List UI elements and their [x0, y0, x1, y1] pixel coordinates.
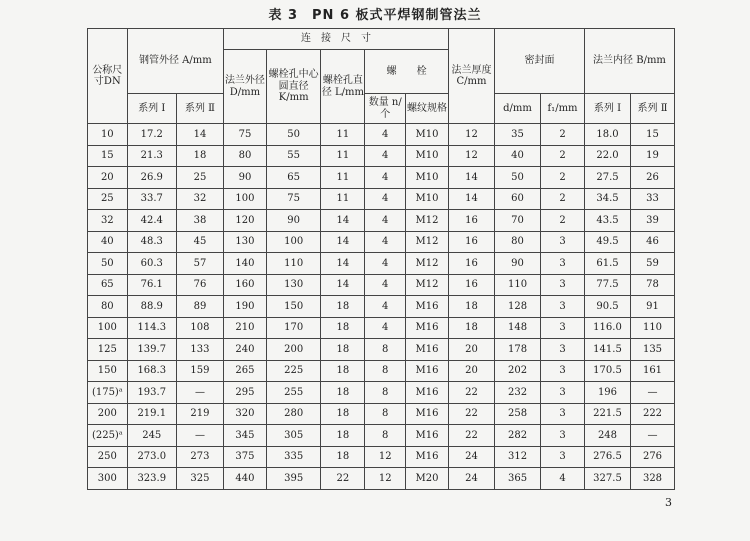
table-cell: 18 [321, 382, 365, 404]
table-cell: (225)ᵃ [88, 425, 128, 447]
table-cell: 12 [448, 145, 494, 167]
table-cell: 116.0 [584, 317, 630, 339]
table-cell: 160 [224, 274, 267, 296]
table-cell: 57 [176, 253, 223, 275]
table-row [88, 124, 675, 146]
table-row [88, 188, 675, 210]
table-cell: 16 [448, 274, 494, 296]
table-cell: 335 [266, 446, 321, 468]
table-cell: 4 [365, 231, 406, 253]
table-cell: 328 [631, 468, 675, 490]
table-cell: 139.7 [127, 339, 176, 361]
table-cell: 11 [321, 124, 365, 146]
table-cell: 33 [631, 188, 675, 210]
table-cell: 222 [631, 403, 675, 425]
table-cell: 18 [448, 296, 494, 318]
table-cell: 32 [176, 188, 223, 210]
table-cell: 22.0 [584, 145, 630, 167]
table-cell: M16 [406, 317, 449, 339]
table-cell: 110 [495, 274, 541, 296]
table-row [88, 210, 675, 232]
table-cell: 248 [584, 425, 630, 447]
table-cell: 100 [224, 188, 267, 210]
table-cell: 2 [541, 124, 585, 146]
table-cell: 12 [365, 468, 406, 490]
table-cell: 4 [365, 145, 406, 167]
table-cell: 323.9 [127, 468, 176, 490]
table-cell: 16 [448, 231, 494, 253]
table-row [88, 145, 675, 167]
table-row [88, 167, 675, 189]
table-cell: 26.9 [127, 167, 176, 189]
table-row [88, 231, 675, 253]
table-cell: 4 [365, 124, 406, 146]
table-row [88, 360, 675, 382]
table-cell: 42.4 [127, 210, 176, 232]
table-cell: 11 [321, 188, 365, 210]
table-cell: 135 [631, 339, 675, 361]
table-cell: 61.5 [584, 253, 630, 275]
table-cell: 395 [266, 468, 321, 490]
table-cell: 22 [448, 425, 494, 447]
table-title: 表 3 PN 6 板式平焊钢制管法兰 [268, 8, 482, 23]
table-cell: 325 [176, 468, 223, 490]
table-cell: 39 [631, 210, 675, 232]
table-cell: 8 [365, 360, 406, 382]
table-cell: 14 [176, 124, 223, 146]
header-pipe-series1: 系列 Ⅰ [127, 94, 176, 124]
table-cell: 35 [495, 124, 541, 146]
table-cell: 10 [88, 124, 128, 146]
table-cell: 276 [631, 446, 675, 468]
header-bolt-circle: 螺栓孔中心圆直径 K/mm [266, 50, 321, 124]
table-row [88, 253, 675, 275]
table-cell: 22 [321, 468, 365, 490]
header-seal-f1: f₁/mm [541, 94, 585, 124]
table-cell: 15 [631, 124, 675, 146]
table-body [88, 124, 675, 490]
table-cell: 2 [541, 145, 585, 167]
table-cell: 375 [224, 446, 267, 468]
header-bolt: 螺 栓 [365, 50, 449, 94]
header-thickness: 法兰厚度 C/mm [448, 29, 494, 124]
page-number: 3 [665, 496, 672, 509]
table-cell: 295 [224, 382, 267, 404]
table-cell: 40 [88, 231, 128, 253]
table-cell: 3 [541, 360, 585, 382]
table-cell: 88.9 [127, 296, 176, 318]
table-cell: 17.2 [127, 124, 176, 146]
table-cell: 55 [266, 145, 321, 167]
table-cell: 3 [541, 446, 585, 468]
table-cell: 114.3 [127, 317, 176, 339]
table-cell: 80 [224, 145, 267, 167]
table-cell: 50 [266, 124, 321, 146]
table-cell: 3 [541, 296, 585, 318]
table-cell: 90 [495, 253, 541, 275]
table-cell: 133 [176, 339, 223, 361]
table-cell: 14 [321, 253, 365, 275]
header-sealing: 密封面 [495, 29, 585, 94]
table-cell: 130 [224, 231, 267, 253]
table-cell: 18 [176, 145, 223, 167]
table-cell: 170 [266, 317, 321, 339]
header-id-series2: 系列 Ⅱ [631, 94, 675, 124]
table-cell: — [631, 425, 675, 447]
table-cell: M10 [406, 167, 449, 189]
table-cell: 76 [176, 274, 223, 296]
table-cell: 76.1 [127, 274, 176, 296]
table-cell: 4 [365, 188, 406, 210]
table-cell: (175)ᵃ [88, 382, 128, 404]
table-cell: 59 [631, 253, 675, 275]
table-cell: 190 [224, 296, 267, 318]
table-cell: 75 [224, 124, 267, 146]
table-cell: 27.5 [584, 167, 630, 189]
table-cell: 78 [631, 274, 675, 296]
table-cell: 250 [88, 446, 128, 468]
table-cell: 312 [495, 446, 541, 468]
table-cell: 221.5 [584, 403, 630, 425]
table-cell: 282 [495, 425, 541, 447]
table-cell: 8 [365, 425, 406, 447]
table-row [88, 274, 675, 296]
table-cell: 140 [224, 253, 267, 275]
table-cell: 219.1 [127, 403, 176, 425]
table-cell: 4 [365, 296, 406, 318]
table-cell: 90 [266, 210, 321, 232]
table-cell: 3 [541, 339, 585, 361]
table-cell: 3 [541, 425, 585, 447]
header-dn: 公称尺寸DN [88, 29, 128, 124]
table-cell: 273.0 [127, 446, 176, 468]
table-cell: 196 [584, 382, 630, 404]
table-cell: 210 [224, 317, 267, 339]
table-row [88, 296, 675, 318]
table-cell: 4 [365, 317, 406, 339]
table-cell: 45 [176, 231, 223, 253]
table-cell: 327.5 [584, 468, 630, 490]
header-id-series1: 系列 Ⅰ [584, 94, 630, 124]
table-cell: 245 [127, 425, 176, 447]
table-cell: 258 [495, 403, 541, 425]
table-cell: 8 [365, 382, 406, 404]
table-cell: 2 [541, 188, 585, 210]
table-cell: 43.5 [584, 210, 630, 232]
header-flange-id: 法兰内径 B/mm [584, 29, 674, 94]
table-cell: 24 [448, 446, 494, 468]
table-row [88, 425, 675, 447]
table-cell: 130 [266, 274, 321, 296]
table-cell: 3 [541, 231, 585, 253]
table-cell: 141.5 [584, 339, 630, 361]
table-cell: 60 [495, 188, 541, 210]
table-cell: 4 [541, 468, 585, 490]
table-cell: 91 [631, 296, 675, 318]
table-row [88, 468, 675, 490]
table-cell: 200 [266, 339, 321, 361]
table-cell: 14 [321, 274, 365, 296]
table-cell: 40 [495, 145, 541, 167]
table-row [88, 446, 675, 468]
table-cell: 14 [448, 188, 494, 210]
header-pipe-od: 钢管外径 A/mm [127, 29, 223, 94]
table-cell: 193.7 [127, 382, 176, 404]
table-cell: 12 [365, 446, 406, 468]
table-cell: 89 [176, 296, 223, 318]
table-cell: 110 [266, 253, 321, 275]
table-cell: 50 [495, 167, 541, 189]
table-cell: — [631, 382, 675, 404]
table-cell: M12 [406, 231, 449, 253]
table-cell: 3 [541, 317, 585, 339]
table-cell: 18 [321, 296, 365, 318]
table-cell: M20 [406, 468, 449, 490]
table-cell: 20 [448, 360, 494, 382]
table-cell: 77.5 [584, 274, 630, 296]
table-cell: 60.3 [127, 253, 176, 275]
table-cell: 225 [266, 360, 321, 382]
table-cell: 26 [631, 167, 675, 189]
table-cell: 232 [495, 382, 541, 404]
table-cell: 4 [365, 210, 406, 232]
table-cell: M12 [406, 274, 449, 296]
header-seal-d: d/mm [495, 94, 541, 124]
table-cell: 4 [365, 167, 406, 189]
table-cell: 14 [448, 167, 494, 189]
table-cell: 150 [88, 360, 128, 382]
table-cell: 4 [365, 253, 406, 275]
table-cell: 320 [224, 403, 267, 425]
table-cell: 148 [495, 317, 541, 339]
table-cell: 108 [176, 317, 223, 339]
table-cell: 178 [495, 339, 541, 361]
table-cell: 159 [176, 360, 223, 382]
table-cell: 276.5 [584, 446, 630, 468]
table-cell: 125 [88, 339, 128, 361]
table-cell: 3 [541, 274, 585, 296]
header-bolt-thread: 螺纹规格 [406, 94, 449, 124]
header-pipe-series2: 系列 Ⅱ [176, 94, 223, 124]
table-cell: M16 [406, 360, 449, 382]
table-cell: 3 [541, 382, 585, 404]
table-cell: 170.5 [584, 360, 630, 382]
table-cell: 150 [266, 296, 321, 318]
header-connection: 连 接 尺 寸 [224, 29, 449, 50]
header-bolt-qty: 数量 n/个 [365, 94, 406, 124]
table-cell: 12 [448, 124, 494, 146]
table-cell: 49.5 [584, 231, 630, 253]
table-cell: 15 [88, 145, 128, 167]
table-cell: 2 [541, 210, 585, 232]
table-cell: 265 [224, 360, 267, 382]
table-cell: 8 [365, 339, 406, 361]
table-cell: 65 [88, 274, 128, 296]
table-cell: 240 [224, 339, 267, 361]
table-cell: 2 [541, 167, 585, 189]
table-row [88, 339, 675, 361]
table-cell: 202 [495, 360, 541, 382]
table-cell: 20 [448, 339, 494, 361]
table-cell: 25 [176, 167, 223, 189]
table-cell: 305 [266, 425, 321, 447]
table-cell: 70 [495, 210, 541, 232]
table-cell: 16 [448, 210, 494, 232]
table-cell: 18 [321, 339, 365, 361]
header-flange-od: 法兰外径 D/mm [224, 50, 267, 124]
table-cell: 18 [321, 360, 365, 382]
table-cell: 18 [448, 317, 494, 339]
table-cell: — [176, 382, 223, 404]
table-cell: 345 [224, 425, 267, 447]
table-cell: 18.0 [584, 124, 630, 146]
table-cell: 110 [631, 317, 675, 339]
table-cell: 365 [495, 468, 541, 490]
header-bolt-hole: 螺栓孔直径 L/mm [321, 50, 365, 124]
table-cell: M16 [406, 296, 449, 318]
table-cell: M16 [406, 446, 449, 468]
table-cell: 300 [88, 468, 128, 490]
table-cell: 33.7 [127, 188, 176, 210]
table-cell: 25 [88, 188, 128, 210]
table-cell: M12 [406, 210, 449, 232]
flange-table [87, 28, 675, 490]
table-cell: 75 [266, 188, 321, 210]
table-cell: 90.5 [584, 296, 630, 318]
table-cell: 3 [541, 403, 585, 425]
table-cell: 255 [266, 382, 321, 404]
table-cell: 18 [321, 425, 365, 447]
table-cell: 22 [448, 382, 494, 404]
table-cell: 18 [321, 446, 365, 468]
table-cell: 440 [224, 468, 267, 490]
table-row [88, 317, 675, 339]
table-cell: 3 [541, 253, 585, 275]
table-cell: M10 [406, 124, 449, 146]
table-cell: M16 [406, 339, 449, 361]
table-cell: 18 [321, 317, 365, 339]
table-cell: 24 [448, 468, 494, 490]
table-cell: 18 [321, 403, 365, 425]
table-cell: 50 [88, 253, 128, 275]
table-cell: 80 [88, 296, 128, 318]
table-cell: 273 [176, 446, 223, 468]
table-cell: — [176, 425, 223, 447]
table-cell: 4 [365, 274, 406, 296]
table-cell: 20 [88, 167, 128, 189]
table-cell: 65 [266, 167, 321, 189]
table-cell: 32 [88, 210, 128, 232]
table-cell: M12 [406, 253, 449, 275]
table-cell: 120 [224, 210, 267, 232]
table-cell: 14 [321, 231, 365, 253]
table-cell: 200 [88, 403, 128, 425]
table-cell: 90 [224, 167, 267, 189]
table-cell: 100 [88, 317, 128, 339]
table-cell: 19 [631, 145, 675, 167]
table-cell: 46 [631, 231, 675, 253]
table-cell: M16 [406, 425, 449, 447]
table-cell: M16 [406, 403, 449, 425]
table-cell: 280 [266, 403, 321, 425]
table-cell: 168.3 [127, 360, 176, 382]
table-cell: 11 [321, 167, 365, 189]
table-cell: 34.5 [584, 188, 630, 210]
table-row [88, 403, 675, 425]
table-cell: 16 [448, 253, 494, 275]
table-cell: 14 [321, 210, 365, 232]
table-cell: 38 [176, 210, 223, 232]
table-row [88, 382, 675, 404]
table-cell: M10 [406, 145, 449, 167]
table-cell: M16 [406, 382, 449, 404]
table-cell: 219 [176, 403, 223, 425]
table-cell: 48.3 [127, 231, 176, 253]
table-cell: 128 [495, 296, 541, 318]
table-cell: 21.3 [127, 145, 176, 167]
table-cell: 11 [321, 145, 365, 167]
table-cell: 22 [448, 403, 494, 425]
table-cell: 161 [631, 360, 675, 382]
table-cell: M10 [406, 188, 449, 210]
table-cell: 80 [495, 231, 541, 253]
table-cell: 8 [365, 403, 406, 425]
table-cell: 100 [266, 231, 321, 253]
